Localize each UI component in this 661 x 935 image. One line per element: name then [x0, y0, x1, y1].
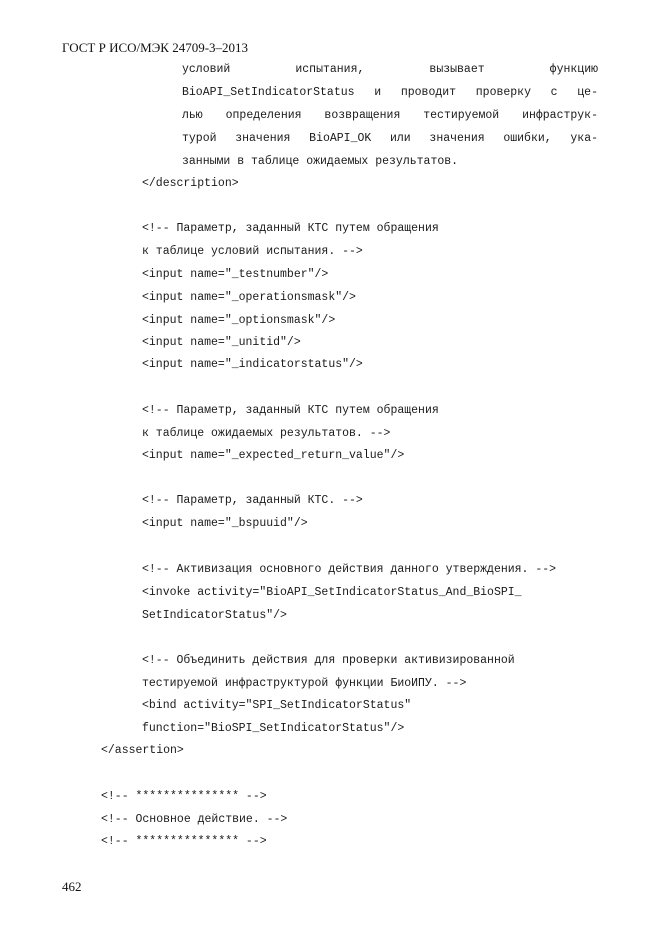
code-line: </description>	[142, 177, 239, 190]
code-comment: тестируемой инфраструктурой функции БиоИПУ. -->	[142, 677, 467, 690]
code-line: function="BioSPI_SetIndicatorStatus"/>	[142, 722, 405, 735]
code-comment: <!-- Параметр, заданный КТС путем обращения	[142, 222, 439, 235]
document-header: ГОСТ Р ИСО/МЭК 24709-3–2013	[62, 40, 249, 55]
code-comment: <!-- Объединить действия для проверки активизированной	[142, 654, 515, 667]
code-line: <input name="_unitid"/>	[142, 336, 301, 349]
description-line-1: условий испытания, вызывает функцию	[182, 63, 598, 76]
code-line: <input name="_operationsmask"/>	[142, 291, 356, 304]
code-line: <bind activity="SPI_SetIndicatorStatus"	[142, 699, 412, 712]
code-line: <input name="_expected_return_value"/>	[142, 449, 405, 462]
code-line: <input name="_testnumber"/>	[142, 268, 329, 281]
code-line: <input name="_optionsmask"/>	[142, 314, 336, 327]
code-line: <invoke activity="BioAPI_SetIndicatorStatus_And_BioSPI_	[142, 586, 522, 599]
page-number: 462	[62, 879, 82, 894]
code-comment: к таблице ожидаемых результатов. -->	[142, 427, 391, 440]
description-line-3: лью определения возвращения тестируемой инфраструк-	[182, 109, 598, 122]
description-line-4: турой значения BioAPI_OK или значения ошибки, ука-	[182, 132, 598, 145]
code-comment: <!-- Основное действие. -->	[101, 813, 288, 826]
code-comment: <!-- *************** -->	[101, 790, 267, 803]
code-line: <input name="_indicatorstatus"/>	[142, 358, 363, 371]
code-line: SetIndicatorStatus"/>	[142, 609, 287, 622]
code-comment: к таблице условий испытания. -->	[142, 245, 363, 258]
code-comment: <!-- Параметр, заданный КТС. -->	[142, 494, 363, 507]
code-comment: <!-- *************** -->	[101, 835, 267, 848]
code-line: </assertion>	[101, 744, 184, 757]
code-comment: <!-- Активизация основного действия данного утверждения. -->	[142, 563, 557, 576]
code-line: <input name="_bspuuid"/>	[142, 517, 308, 530]
code-comment: <!-- Параметр, заданный КТС путем обращения	[142, 404, 439, 417]
description-line-2: BioAPI_SetIndicatorStatus и проводит проверку с це-	[182, 86, 598, 99]
description-line-5: занными в таблице ожидаемых результатов.	[182, 155, 459, 168]
